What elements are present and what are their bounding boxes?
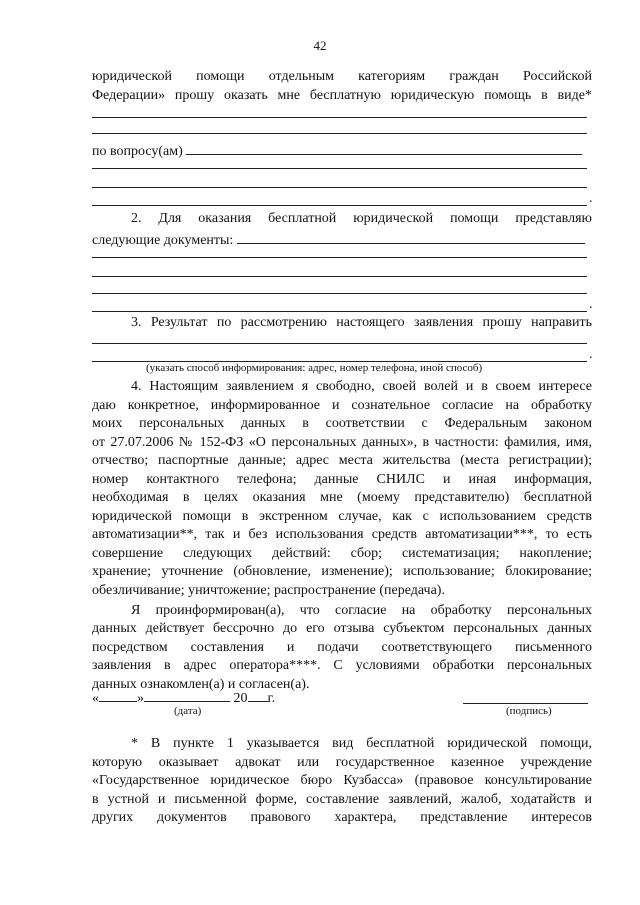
footnote-line: «Государственное юридическое бюро Кузбасса» (правовое консультирование: [92, 773, 592, 788]
section2-row: [92, 229, 592, 249]
blank-line: [92, 168, 587, 169]
section3-line-1: 3. Результат по рассмотрению настоящего заявления прошу направить: [131, 315, 592, 330]
year-suffix: г.: [267, 691, 276, 706]
section2-line-1: 2. Для оказания бесплатной юридической помощи представляю: [131, 211, 592, 226]
section4-line: от 27.07.2006 № 152-ФЗ «О персональных данных», в частности: фамилия, имя,: [92, 435, 592, 450]
section2-line-2: следующие документы:: [92, 233, 234, 248]
blank-line: [92, 293, 587, 294]
section3-hint: (указать способ информирования: адрес, номер телефона, иной способ): [146, 362, 483, 374]
day-field: [99, 687, 137, 702]
question-row: [92, 140, 592, 160]
documents-field: [237, 229, 585, 244]
section4-line: даю конкретное, информированное и сознательное согласие на обработку: [92, 398, 592, 413]
informed-line: данных действует бессрочно до его отзыва субъектом персональных данных: [92, 621, 592, 636]
intro-line-2: Федерации» прошу оказать мне бесплатную юридическую помощь в виде*: [92, 88, 592, 103]
date-label: (дата): [174, 705, 202, 717]
blank-line: [92, 311, 587, 312]
year-field: [248, 687, 268, 702]
section4-line: 4. Настоящим заявлением я свободно, своей волей и в своем интересе: [131, 379, 592, 394]
date-row: [92, 687, 592, 707]
blank-line: [92, 257, 587, 258]
question-label: по вопросу(ам): [92, 144, 183, 159]
section4-line: юридической помощи в экстренном случае, как с использованием средств: [92, 509, 592, 524]
section4-line: номер контактного телефона; данные СНИЛС и иная информация,: [92, 472, 592, 487]
intro-line-1: юридической помощи отдельным категориям граждан Российской: [92, 69, 592, 84]
year-prefix: 20: [233, 691, 248, 706]
blank-line: [92, 187, 587, 188]
blank-line: [92, 205, 587, 206]
period-mark: .: [589, 347, 593, 362]
date-open-quote: «: [92, 691, 99, 706]
period-mark: .: [589, 191, 593, 206]
period-mark: .: [589, 297, 593, 312]
footnote-line: других документов правового характера, представление интересов: [92, 810, 592, 825]
footnote-line: которую оказывает адвокат или государственное казенное учреждение: [92, 755, 592, 770]
blank-line: [92, 343, 587, 344]
section4-line: моих персональных данных в соответствии с Федеральным законом: [92, 416, 592, 431]
blank-line: [92, 117, 587, 118]
informed-line: данных ознакомлен(а) и согласен(а).: [92, 677, 310, 692]
section4-line: отчество; паспортные данные; адрес места жительства (места регистрации);: [92, 453, 592, 468]
page-number: 42: [313, 38, 327, 53]
section4-line: совершение следующих действий: сбор; систематизация; накопление;: [92, 546, 592, 561]
informed-line: Я проинформирован(а), что согласие на обработку персональных: [131, 603, 592, 618]
signature-field: [463, 703, 588, 704]
question-field: [186, 140, 582, 155]
section4-line: необходимая в целях оказания мне (моему представителю) бесплатной: [92, 490, 592, 505]
section4-line: хранение; уточнение (обновление, изменение); использование; блокирование;: [92, 564, 592, 579]
month-field: [144, 687, 230, 702]
footnote-line: * В пункте 1 указывается вид бесплатной юридической помощи,: [131, 736, 592, 751]
informed-line: посредством составления и подачи соответствующего письменного: [92, 640, 592, 655]
date-close-quote: »: [137, 691, 144, 706]
informed-line: заявления в адрес оператора****. С условиями обработки персональных: [92, 658, 592, 673]
footnote-line: в устной и письменной форме, составление заявлений, жалоб, ходатайств и: [92, 792, 592, 807]
blank-line: [92, 276, 587, 277]
signature-label: (подпись): [506, 705, 552, 717]
section4-line: обезличивание; уничтожение; распространение (передача).: [92, 583, 445, 598]
blank-line: [92, 133, 587, 134]
section4-line: автоматизации**, так и без использования средств автоматизации***, то есть: [92, 527, 592, 542]
